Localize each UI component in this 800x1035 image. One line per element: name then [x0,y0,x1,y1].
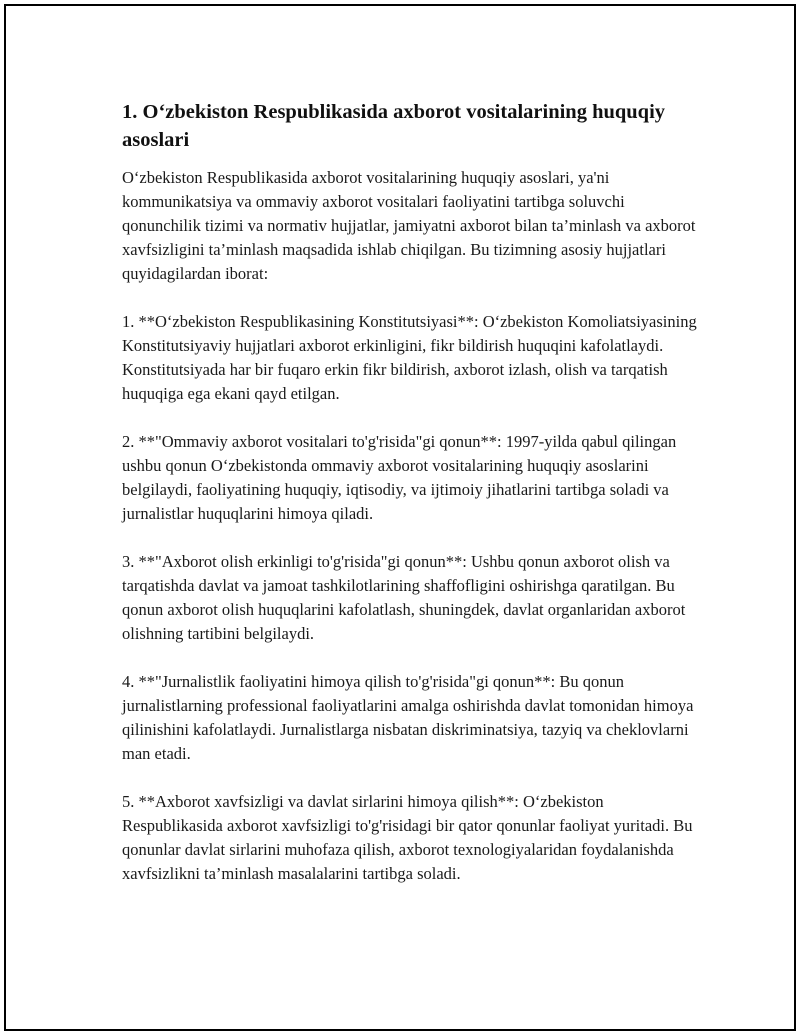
list-item-information-security: 5. **Axborot xavfsizligi va davlat sirlarini himoya qilish**: O‘zbekiston Respublikasida axborot xavfsizligi to'g'risidagi bir qator qonunlar faoliyat yuritadi. Bu qonunlar davlat sirlarini muhofaza qilish, axborot texnologiyalaridan foydalanishda xavfsizlikni ta’minlash masalalarini tartibga soladi. [122,792,693,883]
list-item-journalist-protection-law: 4. **"Jurnalistlik faoliyatini himoya qilish to'g'risida"gi qonun**: Bu qonun jurnalistlarning professional faoliyatlarini amalga oshirishda davlat tomonidan himoya qilinishini kafolatlaydi. Jurnalistlarga nisbatan diskriminatsiya, tazyiq va cheklovlarni man etadi. [122,672,694,763]
list-item-constitution: 1. **O‘zbekiston Respublikasining Konstitutsiyasi**: O‘zbekiston Komoliatsiyasining Konstitutsiyaviy hujjatlari axborot erkinligini, fikr bildirish huquqini kafolatlaydi. Konstitutsiyada har bir fuqaro erkin fikr bildirish, axborot izlash, olish va tarqatish huquqiga ega ekani qayd etilgan. [122,312,697,403]
intro-paragraph: O‘zbekiston Respublikasida axborot vositalarining huquqiy asoslari, ya'ni kommunikatsiya va ommaviy axborot vositalari faoliyatini tartibga soluvchi qonunchilik tizimi va normativ hujjatlar, jamiyatni axborot bilan ta’minlash va axborot xavfsizligini ta’minlash maqsadida ishlab chiqilgan. Bu tizimning asosiy hujjatlari quyidagilardan iborat: [122,168,696,283]
document-body [122,98,702,910]
list-item-mass-media-law: 2. **"Ommaviy axborot vositalari to'g'risida"gi qonun**: 1997-yilda qabul qilingan ushbu qonun O‘zbekistonda ommaviy axborot vositalarining huquqiy asoslarini belgilaydi, faoliyatining huquqiy, iqtisodiy, va ijtimoiy jihatlarini tartibga soladi va jurnalistlar huquqlarini himoya qiladi. [122,432,677,523]
list-item-information-freedom-law: 3. **"Axborot olish erkinligi to'g'risida"gi qonun**: Ushbu qonun axborot olish va tarqatishda davlat va jamoat tashkilotlarining shaffofligini oshirishga qaratilgan. Bu qonun axborot olish huquqlarini kafolatlash, shuningdek, davlat organlaridan axborot olishning tartibini belgilaydi. [122,552,686,643]
page-frame [4,4,796,1031]
document-heading: 1. O‘zbekiston Respublikasida axborot vositalarining huquqiy asoslari [122,101,666,151]
